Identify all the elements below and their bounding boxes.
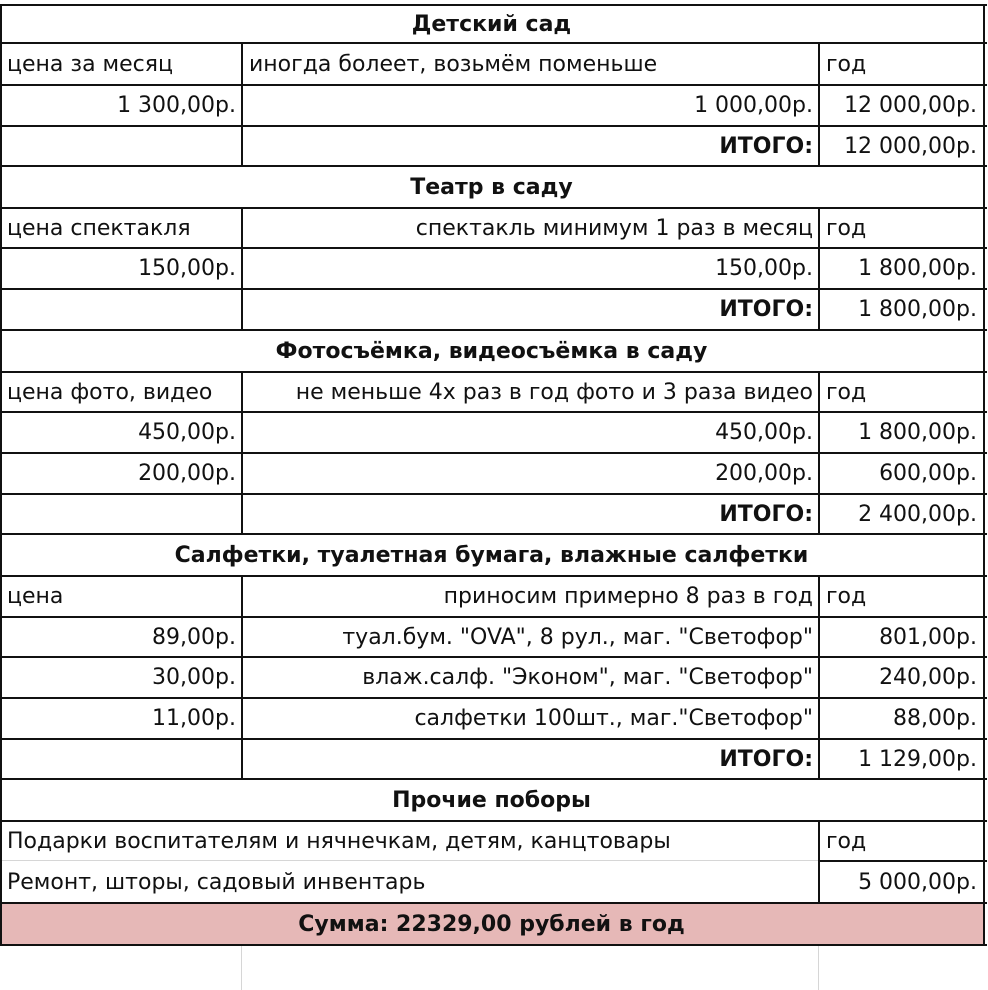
column-label[interactable]: цена фото, видео <box>7 379 213 405</box>
description-cell[interactable]: туал.бум. "OVA", 8 рул., маг. "Светофор" <box>342 624 813 650</box>
table-row <box>0 44 988 85</box>
border-line <box>0 371 987 373</box>
value-cell[interactable]: 1 000,00р. <box>694 93 813 118</box>
empty-cell[interactable] <box>0 739 242 779</box>
section-header-photo <box>0 330 988 372</box>
border-line <box>0 616 987 618</box>
column-label[interactable]: цена спектакля <box>7 215 191 241</box>
section-title[interactable]: Прочие поборы <box>392 787 591 813</box>
empty-cell[interactable] <box>0 126 242 166</box>
border-line <box>241 371 243 535</box>
description-cell[interactable]: Ремонт, шторы, садовый инвентарь <box>7 869 426 895</box>
border-line <box>0 207 987 209</box>
yearly-cell[interactable]: 1 800,00р. <box>858 256 977 281</box>
border-line <box>0 42 987 44</box>
border-line <box>0 452 987 454</box>
empty-row <box>0 945 988 990</box>
border-line <box>0 493 987 495</box>
border-line <box>0 84 987 86</box>
border-line <box>818 820 820 904</box>
value-cell[interactable]: 150,00р. <box>715 256 813 281</box>
column-label[interactable]: приносим примерно 8 раз в год <box>443 584 813 609</box>
column-label[interactable]: цена за месяц <box>7 52 173 77</box>
section-title[interactable]: Детский сад <box>411 11 572 37</box>
column-label[interactable]: цена <box>7 584 64 609</box>
yearly-cell[interactable]: 88,00р. <box>893 706 977 731</box>
border-line <box>241 42 243 167</box>
border-line <box>0 533 987 535</box>
table-row <box>0 657 988 698</box>
empty-cell[interactable] <box>0 289 242 330</box>
border-line <box>241 575 243 780</box>
yearly-cell[interactable]: 600,00р. <box>879 461 977 486</box>
total-label[interactable]: ИТОГО: <box>719 133 813 159</box>
yearly-cell[interactable]: 801,00р. <box>879 624 977 650</box>
table-row <box>0 821 988 861</box>
yearly-cell[interactable]: 5 000,00р. <box>858 869 977 895</box>
total-value[interactable]: 12 000,00р. <box>844 133 977 159</box>
section-title[interactable]: Фотосъёмка, видеосъёмка в саду <box>275 338 708 364</box>
price-cell[interactable]: 200,00р. <box>138 461 236 486</box>
yearly-cell[interactable]: 12 000,00р. <box>844 93 977 118</box>
column-label[interactable]: не меньше 4х раз в год фото и 3 раза видео <box>295 379 813 405</box>
grid-line <box>818 946 819 990</box>
total-value[interactable]: 1 129,00р. <box>858 746 977 772</box>
table-row <box>0 576 988 617</box>
empty-cell[interactable] <box>0 945 242 990</box>
column-label[interactable]: год <box>826 828 867 854</box>
yearly-cell[interactable]: 240,00р. <box>879 665 977 690</box>
border-line <box>0 697 987 699</box>
total-value[interactable]: 2 400,00р. <box>858 501 977 527</box>
price-cell[interactable]: 1 300,00р. <box>117 93 236 118</box>
total-label[interactable]: ИТОГО: <box>719 297 813 322</box>
border-line <box>0 125 987 127</box>
border-line <box>0 165 987 167</box>
border-line <box>0 288 987 290</box>
description-cell[interactable]: салфетки 100шт., маг."Светофор" <box>414 706 813 731</box>
price-cell[interactable]: 450,00р. <box>138 420 236 445</box>
section-header-napkins <box>0 534 988 576</box>
table-row <box>0 372 988 412</box>
table-row <box>0 248 988 289</box>
section-title[interactable]: Театр в саду <box>410 174 573 200</box>
border-line <box>0 4 987 6</box>
grid-line <box>241 946 242 990</box>
table-row <box>0 208 988 248</box>
border-line <box>0 411 987 413</box>
border-line <box>241 207 243 331</box>
border-line <box>0 820 987 822</box>
border-line <box>0 575 987 577</box>
total-row <box>0 126 988 166</box>
column-label[interactable]: спектакль минимум 1 раз в месяц <box>415 215 813 241</box>
price-cell[interactable]: 30,00р. <box>152 665 236 690</box>
summary-row <box>0 903 988 945</box>
column-label[interactable]: год <box>826 52 867 77</box>
empty-cell[interactable] <box>242 945 819 990</box>
total-value[interactable]: 1 800,00р. <box>858 297 977 322</box>
border-line <box>819 860 987 862</box>
table-row <box>0 698 988 739</box>
table-row <box>0 453 988 494</box>
border-line <box>818 371 820 535</box>
price-cell[interactable]: 11,00р. <box>152 706 236 731</box>
section-header-theatre <box>0 166 988 208</box>
border-line <box>0 656 987 658</box>
border-line <box>0 247 987 249</box>
border-line <box>0 902 987 904</box>
border-line <box>0 4 2 946</box>
column-label[interactable]: год <box>826 215 867 241</box>
border-line <box>818 575 820 780</box>
border-line <box>0 778 987 780</box>
column-label[interactable]: год <box>826 584 867 609</box>
border-line <box>0 944 987 946</box>
column-label[interactable]: год <box>826 379 867 405</box>
table-row <box>0 861 988 903</box>
border-line <box>983 4 985 946</box>
price-cell[interactable]: 150,00р. <box>138 256 236 281</box>
section-header-other <box>0 779 988 821</box>
description-cell[interactable]: Подарки воспитателям и нячнечкам, детям, канцтовары <box>7 828 671 854</box>
grid-line <box>0 860 819 861</box>
border-line <box>0 329 987 331</box>
yearly-cell[interactable]: 1 800,00р. <box>858 420 977 445</box>
section-header-kindergarten <box>0 4 988 44</box>
empty-cell[interactable] <box>0 494 242 534</box>
border-line <box>818 42 820 167</box>
table-row <box>0 617 988 657</box>
border-line <box>0 738 987 740</box>
total-label[interactable]: ИТОГО: <box>719 501 813 527</box>
value-cell[interactable]: 450,00р. <box>715 420 813 445</box>
price-cell[interactable]: 89,00р. <box>152 624 236 650</box>
empty-cell[interactable] <box>819 945 983 990</box>
total-label[interactable]: ИТОГО: <box>719 746 813 772</box>
summary-cell[interactable]: Сумма: 22329,00 рублей в год <box>0 903 983 945</box>
value-cell[interactable]: 200,00р. <box>715 461 813 486</box>
border-line <box>818 207 820 331</box>
column-label[interactable]: иногда болеет, возьмём поменьше <box>249 52 658 77</box>
total-row <box>0 739 988 779</box>
total-row <box>0 494 988 534</box>
section-title[interactable]: Салфетки, туалетная бумага, влажные салфетки <box>174 542 809 568</box>
table-row <box>0 412 988 453</box>
description-cell[interactable]: влаж.салф. "Эконом", маг. "Светофор" <box>362 665 813 690</box>
table-row <box>0 85 988 126</box>
total-row <box>0 289 988 330</box>
